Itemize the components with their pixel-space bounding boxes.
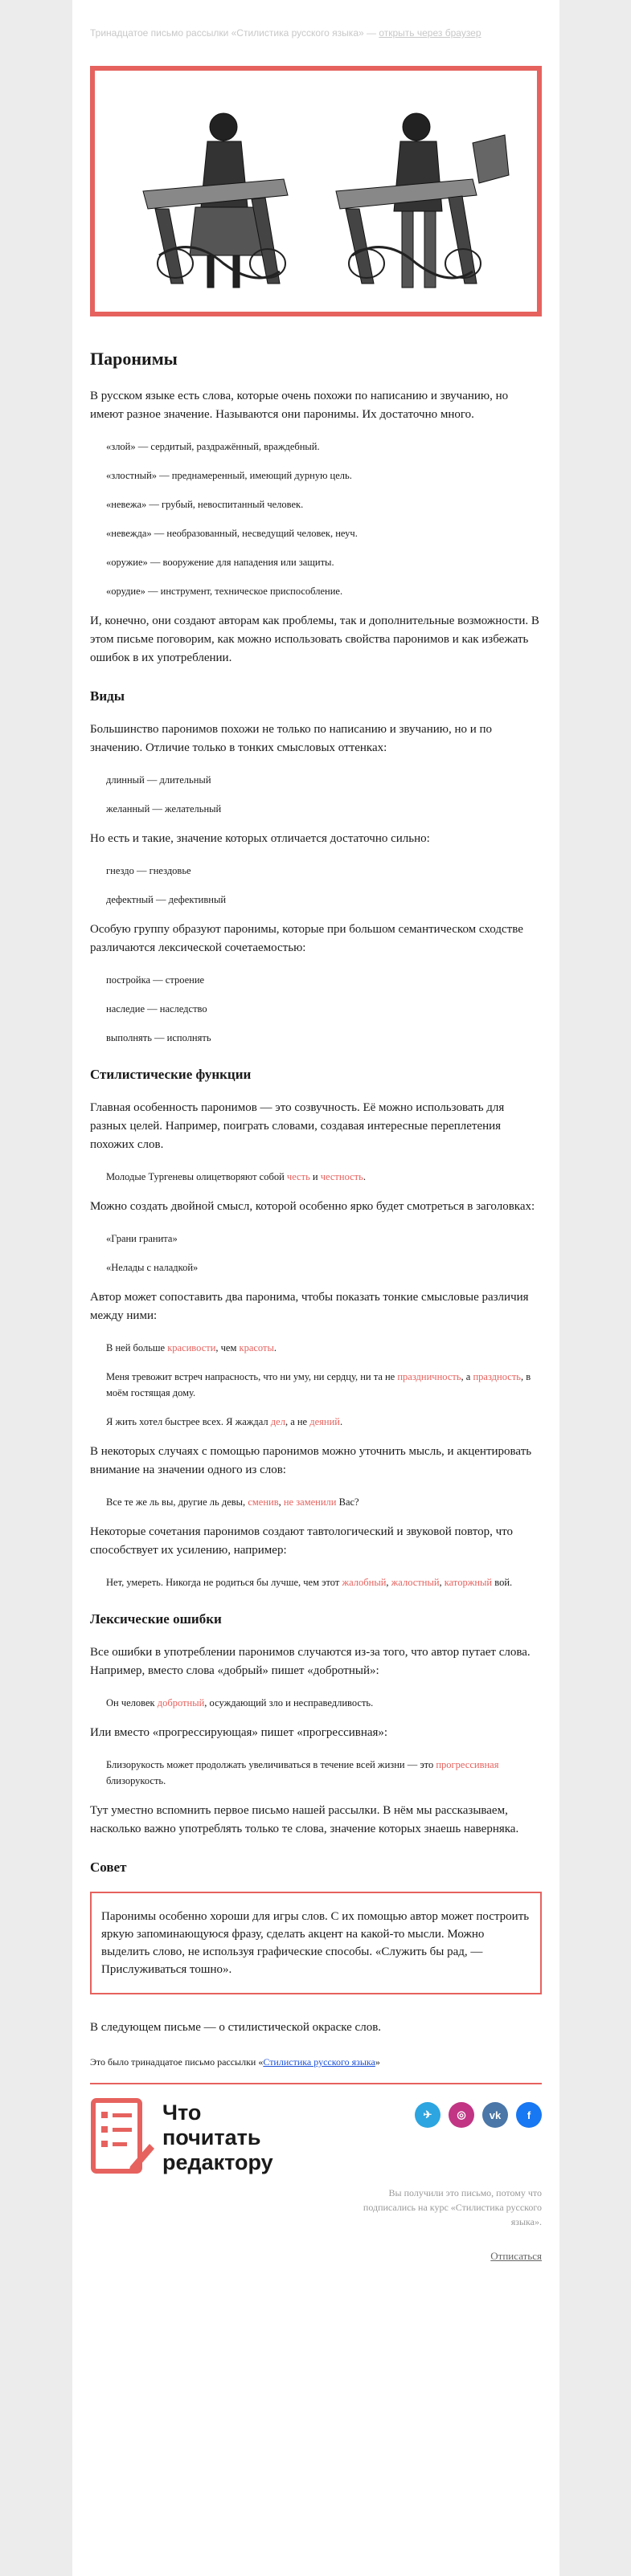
article-body: [90, 349, 542, 2269]
example-text: ,: [278, 1496, 284, 1508]
example-item: [90, 1169, 542, 1185]
example-text: , в моём гостящая дому.: [106, 1371, 531, 1398]
example-text: ,: [386, 1577, 391, 1588]
intro-paragraph: В русском языке есть слова, которые очень похожи по написанию и звучанию, но имеют разное значение. Называются они паронимы. Их достаточно много.: [90, 390, 509, 421]
example-text: , осуждающий зло и несправедливость.: [204, 1697, 374, 1708]
brand-line: Что: [162, 2100, 202, 2125]
course-link[interactable]: Стилистика русского языка: [263, 2056, 375, 2068]
section-heading-types: Виды: [90, 688, 125, 704]
brand-name: [162, 2100, 273, 2175]
closing-text: Это было тринадцатое письмо рассылки «: [90, 2056, 264, 2068]
highlight-word: добротный: [157, 1697, 205, 1708]
types-paragraph: Большинство паронимов похожи не только по написанию и звучанию, но и по значению. Отличие только в тонких смысловых оттенках:: [90, 723, 493, 754]
style-paragraph: Можно создать двойной смысл, которой особенно ярко будет смотреться в заголовках:: [90, 1200, 535, 1213]
types-paragraph: Особую группу образуют паронимы, которые при большом семантическом сходстве различаются лексической сочетаемостью:: [90, 923, 523, 954]
unsubscribe-link[interactable]: Отписаться: [490, 2250, 542, 2262]
telegram-icon[interactable]: ✈: [415, 2102, 440, 2128]
example-item: «злой» — сердитый, раздражённый, враждебный.: [106, 441, 320, 452]
schoolchildren-illustration: [95, 71, 537, 312]
example-text: Нет, умереть. Никогда не родиться бы лучше, чем этот: [106, 1577, 342, 1588]
example-item: [90, 1574, 542, 1590]
style-paragraph: Главная особенность паронимов — это созвучность. Её можно использовать для разных целей. Например, поиграть словами, создавая интересные переплетения похожих слов.: [90, 1101, 505, 1151]
preheader: [90, 27, 542, 39]
example-item: дефектный — дефективный: [106, 894, 227, 905]
highlight-word: сменив: [248, 1496, 279, 1508]
intro-after-paragraph: И, конечно, они создают авторам как проблемы, так и дополнительные возможности. В этом письме поговорим, как можно использовать свойства паронимов и как избежать ошибок в их употреблении.: [90, 614, 539, 664]
example-text: Меня тревожит встреч напрасность, что ни уму, ни сердцу, ни та не: [106, 1371, 398, 1382]
style-paragraph: Некоторые сочетания паронимов создают тавтологический и звуковой повтор, что способствует их усилению, например:: [90, 1525, 514, 1557]
errors-paragraph: Или вместо «прогрессирующая» пишет «прогрессивная»:: [90, 1726, 388, 1739]
example-text: В ней больше: [106, 1342, 168, 1353]
section-heading-style: Стилистические функции: [90, 1067, 252, 1082]
example-item: «Нелады с наладкой»: [106, 1262, 199, 1273]
errors-paragraph: Все ошибки в употреблении паронимов случаются из-за того, что автор путает слова. Например, вместо слова «добрый» пишет «добротный»:: [90, 1646, 531, 1677]
example-text: .: [363, 1171, 366, 1182]
closing-text: »: [375, 2056, 380, 2068]
example-text: ,: [439, 1577, 445, 1588]
example-item: наследие — наследство: [106, 1003, 207, 1014]
example-item: [90, 1340, 542, 1356]
example-text: и: [309, 1171, 321, 1182]
social-links: [415, 2102, 542, 2128]
example-text: Он человек: [106, 1697, 158, 1708]
example-text: .: [339, 1416, 343, 1427]
checklist-pencil-icon: [90, 2097, 154, 2178]
example-item: «оружие» — вооружение для нападения или защиты.: [106, 557, 334, 568]
instagram-icon[interactable]: ◎: [449, 2102, 474, 2128]
example-text: , чем: [215, 1342, 240, 1353]
example-item: [90, 1695, 542, 1711]
example-item: «орудие» — инструмент, техническое приспособление.: [106, 586, 343, 597]
types-paragraph: Но есть и такие, значение которых отличается достаточно сильно:: [90, 832, 430, 845]
example-text: Молодые Тургеневы олицетворяют собой: [106, 1171, 287, 1182]
example-item: выполнять — исполнять: [106, 1032, 211, 1043]
example-text: Близорукость может продолжать увеличиваться в течение всей жизни — это: [106, 1759, 436, 1770]
open-in-browser-link[interactable]: открыть через браузер: [379, 27, 481, 39]
highlight-word: жалобный: [342, 1577, 387, 1588]
example-text: вой.: [492, 1577, 513, 1588]
example-item: «невежа» — грубый, невоспитанный человек.: [106, 499, 304, 510]
style-paragraph: Автор может сопоставить два паронима, чтобы показать тонкие смысловые различия между ними:: [90, 1291, 529, 1322]
example-item: [90, 1369, 542, 1401]
example-item: [90, 1757, 542, 1789]
highlight-word: красивости: [167, 1342, 216, 1353]
example-text: , а: [461, 1371, 473, 1382]
preheader-text: Тринадцатое письмо рассылки «Стилистика русского языка» —: [90, 27, 379, 39]
section-heading-advice: Совет: [90, 1860, 127, 1875]
example-item: гнездо — гнездовье: [106, 865, 191, 876]
footer: [90, 2084, 542, 2269]
style-paragraph: В некоторых случаях с помощью паронимов можно уточнить мысль, и акцентировать внимание на значении одного из слов:: [90, 1445, 532, 1476]
hero-illustration: [90, 66, 542, 316]
example-item: «Грани гранита»: [106, 1233, 178, 1244]
advice-box: Паронимы особенно хороши для игры слов. С их помощью автор может построить яркую запоминающуюся фразу, сделать акцент на какой-то мысли. Можно выделить слово, не используя графические способы. «Служить бы рад, — Прислуживаться тошно».: [90, 1892, 542, 1994]
example-text: близорукость.: [106, 1775, 166, 1786]
example-item: «невежда» — необразованный, несведущий человек, неуч.: [106, 528, 358, 539]
highlight-word: не заменили: [283, 1496, 337, 1508]
example-item: длинный — длительный: [106, 774, 211, 786]
brand-line: редактору: [162, 2150, 273, 2174]
errors-paragraph: Тут уместно вспомнить первое письмо нашей рассылки. В нём мы рассказываем, насколько важно употреблять только те слова, значение которых знаешь наверняка.: [90, 1804, 519, 1835]
closing-note: [90, 2056, 542, 2068]
example-item: «злостный» — преднамеренный, имеющий дурную цель.: [106, 470, 352, 481]
facebook-icon[interactable]: f: [516, 2102, 542, 2128]
highlight-word: красоты: [239, 1342, 274, 1353]
highlight-word: жалостный: [391, 1577, 440, 1588]
highlight-word: честность: [320, 1171, 363, 1182]
subscription-notice: Вы получили это письмо, потому что подписались на курс «Стилистика русского языка».: [363, 2187, 542, 2227]
highlight-word: праздничность: [397, 1371, 461, 1382]
highlight-word: честь: [286, 1171, 310, 1182]
brand-line: почитать: [162, 2125, 261, 2149]
highlight-word: дел: [270, 1416, 285, 1427]
highlight-word: прогрессивная: [436, 1759, 499, 1770]
highlight-word: деяний: [309, 1416, 340, 1427]
article-title: Паронимы: [90, 349, 178, 369]
email-sheet: [72, 0, 559, 2576]
next-letter-note: В следующем письме — о стилистической окраске слов.: [90, 2021, 382, 2034]
example-text: Вас?: [336, 1496, 359, 1508]
example-item: желанный — желательный: [106, 803, 222, 814]
example-text: .: [273, 1342, 277, 1353]
example-item: [90, 1494, 542, 1510]
example-text: , а не: [285, 1416, 310, 1427]
highlight-word: каторжный: [444, 1577, 493, 1588]
section-heading-errors: Лексические ошибки: [90, 1611, 222, 1627]
example-text: Все те же ль вы, другие ль девы,: [106, 1496, 248, 1508]
vk-icon[interactable]: vk: [482, 2102, 508, 2128]
example-text: Я жить хотел быстрее всех. Я жаждал: [106, 1416, 271, 1427]
example-item: [90, 1414, 542, 1430]
example-item: постройка — строение: [106, 974, 205, 986]
highlight-word: праздность: [473, 1371, 522, 1382]
brand-logo[interactable]: [90, 2097, 331, 2178]
